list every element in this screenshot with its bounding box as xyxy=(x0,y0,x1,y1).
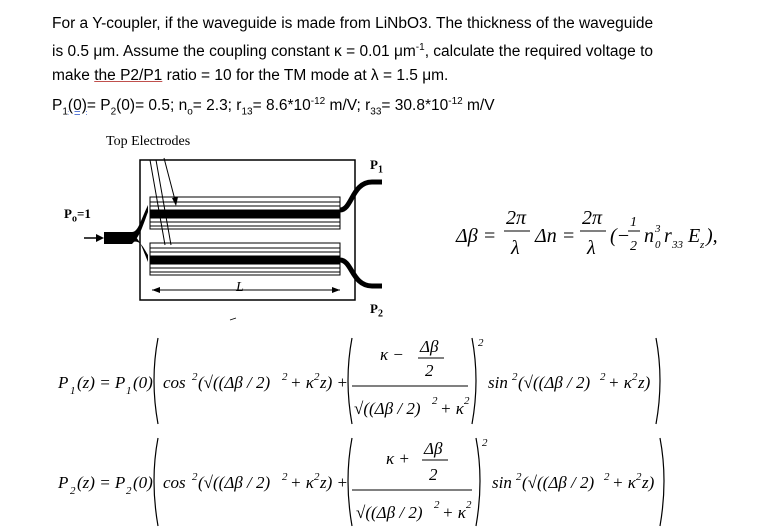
svg-text:λ: λ xyxy=(587,237,596,259)
svg-text:2: 2 xyxy=(434,499,440,511)
svg-text:P: P xyxy=(58,373,69,392)
top-electrodes-label: Top Electrodes xyxy=(106,134,191,149)
svg-text:2: 2 xyxy=(604,471,610,483)
svg-text:2: 2 xyxy=(478,337,484,349)
svg-text:2: 2 xyxy=(432,395,438,407)
svg-text:2: 2 xyxy=(192,371,198,383)
svg-text:+ κ: + κ xyxy=(442,503,466,522)
svg-text:Δβ: Δβ xyxy=(420,337,439,356)
svg-text:2π: 2π xyxy=(506,207,527,229)
svg-text:2: 2 xyxy=(425,361,434,380)
svg-text:λ: λ xyxy=(511,237,520,259)
svg-text:2: 2 xyxy=(466,499,472,511)
svg-text:κ −: κ − xyxy=(380,345,404,364)
problem-line-2: is 0.5 μm. Assume the coupling constant κ = 0.01 $\mu m^{-1}$, calculate the required voltage to xyxy=(52,42,654,61)
svg-text:1: 1 xyxy=(70,385,76,397)
svg-text:2: 2 xyxy=(516,471,522,483)
svg-text:2: 2 xyxy=(282,371,288,383)
svg-text:1: 1 xyxy=(630,215,637,230)
svg-text:E: E xyxy=(688,225,701,247)
problem-line-1: For a Y-coupler, if the waveguide is made from LiNbO3. The thickness of the waveguide xyxy=(52,15,654,32)
given-parameters: $P_1(0)= P_2(0)= 0.5$; $n_o= 2.3$; $r_{13}= 8.6*10^{-12}$ m/V; $r_{33}= 30.8*10^{-12}$ m/V xyxy=(52,96,495,118)
svg-text:2: 2 xyxy=(70,485,76,497)
svg-text:2: 2 xyxy=(314,371,320,383)
p2-label: $P_2$ xyxy=(370,301,383,320)
p1-label: $P_1$ xyxy=(370,157,383,176)
svg-text:(z) = P: (z) = P xyxy=(77,473,126,492)
svg-text:+ κ: + κ xyxy=(290,373,314,392)
svg-text:sin: sin xyxy=(488,373,508,392)
svg-text:2: 2 xyxy=(600,371,606,383)
svg-text:+ κ: + κ xyxy=(440,399,464,418)
svg-text:z): z) xyxy=(638,373,651,392)
svg-text:z): z) xyxy=(642,473,655,492)
svg-text:(√((Δβ / 2): (√((Δβ / 2) xyxy=(522,473,595,492)
length-label: L xyxy=(236,280,244,295)
svg-text:+ κ: + κ xyxy=(608,373,632,392)
svg-text:2: 2 xyxy=(282,471,288,483)
svg-text:r: r xyxy=(664,225,672,247)
svg-text:1: 1 xyxy=(126,385,132,397)
svg-text:2: 2 xyxy=(464,395,470,407)
svg-text:+ κ: + κ xyxy=(612,473,636,492)
svg-text:sin: sin xyxy=(492,473,512,492)
svg-text:(0): (0) xyxy=(133,473,153,492)
svg-text:κ +: κ + xyxy=(386,449,410,468)
svg-text:cos: cos xyxy=(163,373,186,392)
svg-text:z) +: z) + xyxy=(320,373,348,392)
svg-text:),: ), xyxy=(706,225,718,247)
svg-text:2: 2 xyxy=(636,471,642,483)
svg-text:(√((Δβ / 2): (√((Δβ / 2) xyxy=(518,373,591,392)
svg-text:2: 2 xyxy=(314,471,320,483)
svg-text:2: 2 xyxy=(192,471,198,483)
svg-text:2: 2 xyxy=(632,371,638,383)
delta-beta-equation xyxy=(455,207,718,259)
svg-text:cos: cos xyxy=(163,473,186,492)
svg-text:√((Δβ / 2): √((Δβ / 2) xyxy=(354,399,421,418)
svg-text:Δn =: Δn = xyxy=(535,225,576,247)
svg-text:2: 2 xyxy=(429,465,438,484)
svg-text:2: 2 xyxy=(630,239,637,254)
svg-text:2: 2 xyxy=(512,371,518,383)
svg-text:Δβ =: Δβ = xyxy=(456,225,497,247)
svg-text:(z) = P: (z) = P xyxy=(77,373,126,392)
p1-equation xyxy=(57,337,660,424)
svg-text:2: 2 xyxy=(126,485,132,497)
svg-text:(−: (− xyxy=(610,225,631,247)
svg-text:P: P xyxy=(58,473,69,492)
svg-text:2: 2 xyxy=(482,437,488,449)
svg-text:(0): (0) xyxy=(133,373,153,392)
svg-text:33: 33 xyxy=(672,239,683,251)
svg-text:Δβ: Δβ xyxy=(424,439,443,458)
svg-text:3: 3 xyxy=(655,223,661,235)
p0-label: $P_o=1$ xyxy=(64,206,91,225)
problem-line-3: make the P2/P1 ratio = 10 for the TM mode at λ = 1.5 μm. xyxy=(52,67,449,85)
p2-equation xyxy=(57,437,664,526)
svg-text:z) +: z) + xyxy=(320,473,348,492)
svg-text:+ κ: + κ xyxy=(290,473,314,492)
svg-text:(√((Δβ / 2): (√((Δβ / 2) xyxy=(198,473,271,492)
svg-text:2π: 2π xyxy=(582,207,603,229)
svg-text:n: n xyxy=(644,225,654,247)
svg-text:√((Δβ / 2): √((Δβ / 2) xyxy=(356,503,423,522)
svg-text:(√((Δβ / 2): (√((Δβ / 2) xyxy=(198,373,271,392)
svg-text:0: 0 xyxy=(655,239,661,251)
svg-text:z: z xyxy=(700,239,705,251)
